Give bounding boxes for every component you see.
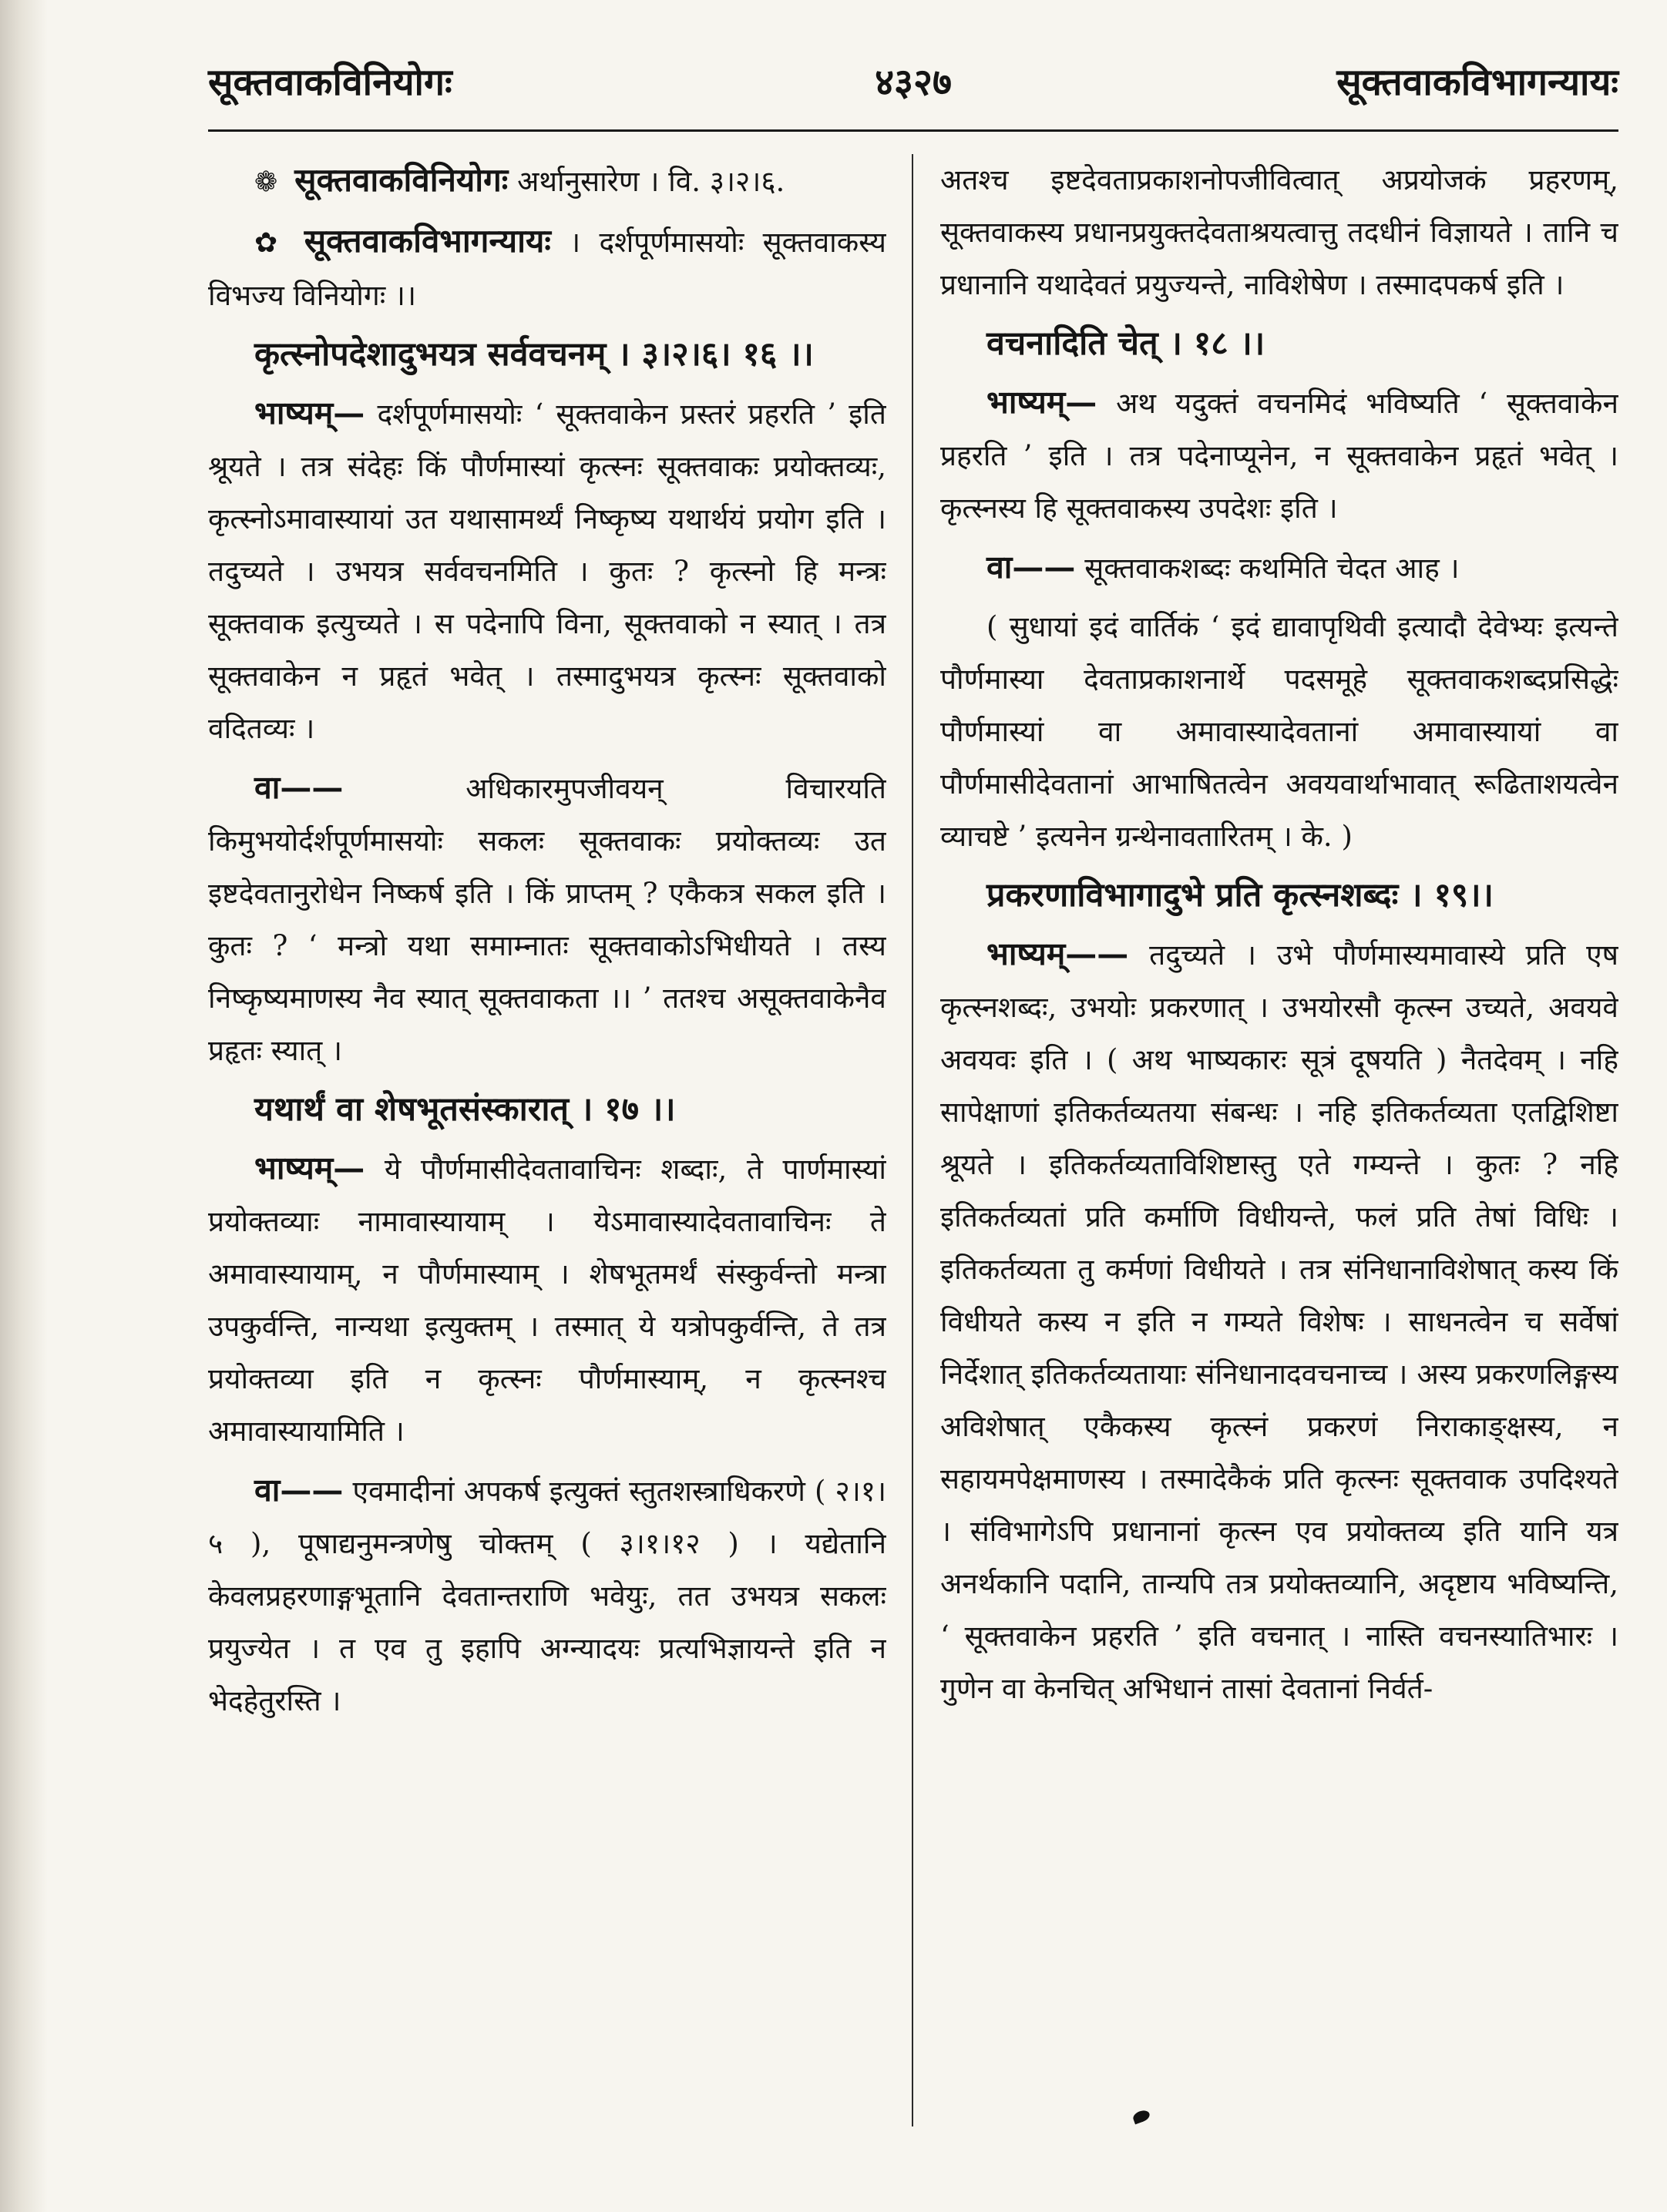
bhashya-18 <box>940 376 1618 535</box>
varttika-label: वा—— <box>254 769 344 806</box>
entry-text: । दर्शपूर्णमासयोः सूक्तवाकस्य विभज्य विनियोगः ।। <box>208 226 886 312</box>
sutra-19: प्रकरणाविभागादुभे प्रति कृत्स्नशब्दः । १९।। <box>986 876 1494 915</box>
varttika-17 <box>208 1464 886 1727</box>
sutra-16: कृत्स्नोपदेशादुभयत्र सर्ववचनम् । ३।२।६। १६ ।। <box>254 335 814 374</box>
bhashya-text: दर्शपूर्णमासयोः ‘ सूक्तवाकेन प्रस्तरं प्रहरति ’ इति श्रूयते । तत्र संदेहः किं पौर्णमास्यां कृत्स्नः सूक्तवाकः प्रयोक्तव्यः, कृत्स्नोऽमावास्यायां उत यथासामर्थ्यं निष्कृष्य यथार्थयं प्रयोग इति । तदुच्यते । उभयत्र सर्ववचनमिति । कुतः ? कृत्स्नो हि मन्त्रः सूक्तवाक इत्युच्यते । स पदेनापि विना, सूक्तवाको न स्यात् । तत्र सूक्तवाकेन न प्रहृतं भवेत् । तस्मादुभयत्र कृत्स्नः सूक्तवाको वदितव्यः । <box>208 398 886 745</box>
entry-suktavaka-vibhaga-nyaya <box>208 215 886 322</box>
varttika-text: सूक्तवाकशब्दः कथमिति चेदत आह । <box>1084 552 1460 585</box>
binding-edge <box>0 0 48 2212</box>
varttika-16 <box>208 761 886 1077</box>
entry-mark-icon: ❁ <box>254 166 278 198</box>
bhashya-label: भाष्यम्— <box>254 394 365 431</box>
right-column <box>940 154 1618 2126</box>
entry-mark-icon: ✿ <box>254 227 287 259</box>
continuation-paragraph: अतश्च इष्टदेवताप्रकाशनोपजीवित्वात् अप्रयोजकं प्रहरणम्, सूक्तवाकस्य प्रधानप्रयुक्तदेवताश्रयत्वात्तु तदधीनं विज्ञायते । तानि च प्रधानानि यथादेवतं प्रयुज्यन्ते, नाविशेषेण । तस्मादपकर्ष इति । <box>940 163 1618 301</box>
entry-title: सूक्तवाकविनियोगः <box>294 161 509 199</box>
header-right-title: सूक्तवाकविभागन्यायः <box>1336 60 1618 104</box>
bhashya-19 <box>940 928 1618 1715</box>
sutra-17: यथार्थं वा शेषभूतसंस्कारात् । १७ ।। <box>254 1090 676 1129</box>
header-rule <box>208 129 1618 132</box>
varttika-label: वा—— <box>254 1472 344 1509</box>
header-left-title: सूक्तवाकविनियोगः <box>208 60 452 104</box>
varttika-label: वा—— <box>986 549 1076 586</box>
running-head <box>208 46 1618 116</box>
sudha-note: ( सुधायां इदं वार्तिकं ‘ इदं द्यावापृथिवी इत्यादौ देवेभ्यः इत्यन्ते पौर्णमास्या देवताप्रकाशनार्थे पदसमूहे सूक्तवाकशब्दप्रसिद्धेः पौर्णमास्यां वा अमावास्यादेवतानां अमावास्यायां वा पौर्णमासीदेवतानां आभाषितत्वेन अवयवार्थाभावात् रूढिताशयत्वेन व्याचष्टे ’ इत्यनेन ग्रन्थेनावतारितम् । के. ) <box>940 610 1618 853</box>
bhashya-label: भाष्यम्—— <box>986 935 1129 972</box>
varttika-text: एवमादीनां अपकर्ष इत्युक्तं स्तुतशस्त्राधिकरणे ( २।१।५ ), पूषाद्यनुमन्त्रणेषु चोक्तम् ( ३।१।१२ ) । यद्येतानि केवलप्रहरणाङ्गभूतानि देवतान्तराणि भवेयुः, तत उभयत्र सकलः प्रयुज्येत । त एव तु इहापि अग्न्यादयः प्रत्यभिज्ञायन्ते इति न भेदहेतुरस्ति । <box>208 1475 886 1717</box>
bhashya-text: तदुच्यते । उभे पौर्णमास्यमावास्ये प्रति एष कृत्स्नशब्दः, उभयोः प्रकरणात् । उभयोरसौ कृत्स्न उच्यते, अवयवे अवयवः इति । ( अथ भाष्यकारः सूत्रं दूषयति ) नैतदेवम् । नहि सापेक्षाणां इतिकर्तव्यतया संबन्धः । नहि इतिकर्तव्यता एतद्विशिष्टा श्रूयते । इतिकर्तव्यताविशिष्टास्तु एते गम्यन्ते । कुतः ? नहि इतिकर्तव्यतां प्रति कर्माणि विधीयन्ते, फलं प्रति तेषां विधिः । इतिकर्तव्यता तु कर्मणां विधीयते । तत्र संनिधानाविशेषात् कस्य किं विधीयते कस्य न इति न गम्यते विशेषः । साधनत्वेन च सर्वेषां निर्देशात् इतिकर्तव्यतायाः संनिधानादवचनाच्च । अस्य प्रकरणलिङ्गस्य अविशेषात् एकैकस्य कृत्स्नं प्रकरणं निराकाङ्क्षस्य, न सहायमपेक्षमाणस्य । तस्मादेकैकं प्रति कृत्स्नः सूक्तवाक उपदिश्यते । संविभागेऽपि प्रधानानां कृत्स्न एव प्रयोक्तव्य इति यानि यत्र अनर्थकानि पदानि, तान्यपि तत्र प्रयोक्तव्यानि, अदृष्टाय भविष्यन्ति, ‘ सूक्तवाकेन प्रहरति ’ इति वचनात् । नास्ति वचनस्यातिभारः । गुणेन वा केनचित् अभिधानं तासां देवतानां निर्वर्त- <box>940 938 1618 1705</box>
column-divider <box>912 154 913 2126</box>
entry-text: अर्थानुसारेण । वि. ३।२।६. <box>517 165 785 198</box>
varttika-text: अधिकारमुपजीवयन् विचारयति किमुभयोर्दर्शपूर्णमासयोः सकलः सूक्तवाकः प्रयोक्तव्यः उत इष्टदेवतानुरोधेन निष्कर्ष इति । किं प्राप्तम् ? एकैकत्र सकल इति । कुतः ? ‘ मन्त्रो यथा समाम्नातः सूक्तवाकोऽभिधीयते । तस्य निष्कृष्यमाणस्य नैव स्यात् सूक्तवाकता ।। ’ ततश्च असूक्तवाकेनैव प्रहृतः स्यात् । <box>208 772 886 1067</box>
entry-suktavaka-viniyoga <box>208 154 886 209</box>
page <box>208 31 1618 2180</box>
page-number: ४३२७ <box>875 60 952 104</box>
bhashya-16 <box>208 387 886 755</box>
bhashya-17 <box>208 1142 886 1458</box>
bhashya-label: भाष्यम्— <box>254 1150 365 1187</box>
left-column <box>208 154 886 2126</box>
bhashya-label: भाष्यम्— <box>986 384 1097 421</box>
entry-title: सूक्तवाकविभागन्यायः <box>304 222 551 260</box>
bhashya-text: ये पौर्णमासीदेवतावाचिनः शब्दाः, ते पार्णमास्यां प्रयोक्तव्याः नामावास्यायाम् । येऽमावास्यादेवतावाचिनः ते अमावास्यायाम्, न पौर्णमास्याम् । शेषभूतमर्थं संस्कुर्वन्तो मन्त्रा उपकुर्वन्ति, नान्यथा इत्युक्तम् । तस्मात् ये यत्रोपकुर्वन्ति, ते तत्र प्रयोक्तव्या इति न कृत्स्नः पौर्णमास्याम्, न कृत्स्नश्च अमावास्यायामिति । <box>208 1153 886 1448</box>
sutra-18: वचनादिति चेत् । १८ ।। <box>986 324 1265 363</box>
bhashya-text: अथ यदुक्तं वचनमिदं भविष्यति ‘ सूक्तवाकेन प्रहरति ’ इति । तत्र पदेनाप्यूनेन, न सूक्तवाकेन प्रहृतं भवेत् । कृत्स्नस्य हि सूक्तवाकस्य उपदेशः इति । <box>940 387 1618 525</box>
varttika-18 <box>940 541 1618 595</box>
